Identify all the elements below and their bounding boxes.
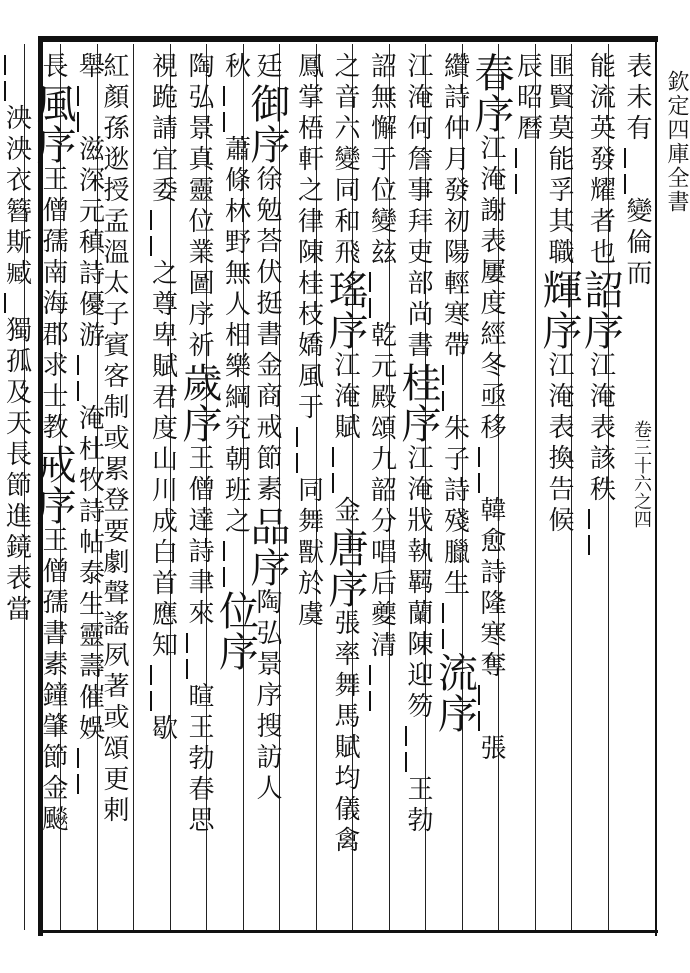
entry-text: 滋深元稹詩優游 bbox=[74, 135, 105, 352]
repeat-mark bbox=[320, 470, 346, 496]
repeat-mark bbox=[138, 662, 164, 688]
entry-heading: 戒序 bbox=[30, 444, 76, 526]
repeat-mark bbox=[0, 52, 18, 78]
entry-text: 江淹謝表屢度經冬亟移 bbox=[476, 134, 506, 444]
repeat-mark bbox=[174, 630, 200, 656]
entry-heading: 瑤序 bbox=[322, 269, 368, 351]
entry-heading: 詔序 bbox=[577, 269, 624, 351]
entry-text: 陶弘景真靈位業圖序祈 bbox=[184, 52, 214, 362]
entry-text: 張率舞馬賦均儀禽 bbox=[330, 609, 360, 857]
entry-text: 之音六變同和飛 bbox=[330, 52, 360, 269]
repeat-mark bbox=[0, 290, 18, 316]
text-column bbox=[393, 52, 441, 837]
entry-text: 紅顏孫逖授孟溫太子賓客制或累登要劇聲謠夙著或頌更剌 bbox=[99, 52, 129, 827]
repeat-mark bbox=[393, 749, 419, 775]
entry-text: 徐勉荅伏挺書金商戒節素 bbox=[252, 165, 282, 506]
repeat-mark bbox=[393, 723, 419, 749]
entry-heading: 風序 bbox=[30, 83, 76, 165]
entry-text: 綱究朝班之 bbox=[220, 383, 251, 538]
entry-text: 秋 bbox=[220, 52, 251, 83]
entry-heading: 品序 bbox=[244, 506, 290, 588]
repeat-mark bbox=[284, 450, 310, 476]
entry-text: 江淹戕執羁蘭陳迎笏 bbox=[403, 444, 433, 723]
entry-text: 王勃 bbox=[403, 775, 433, 837]
top-border bbox=[38, 36, 658, 42]
entry-text: 江淹何詹事拜吏部尚書 bbox=[403, 52, 433, 362]
repeat-mark bbox=[320, 444, 346, 470]
entry-text: 變倫而 bbox=[622, 197, 652, 290]
entry-text: 韓愈詩隆寒奪 bbox=[476, 496, 506, 682]
entry-text: 匪賢莫能孚其職 bbox=[544, 52, 574, 269]
book-title: 欽定四庫全書 bbox=[664, 70, 689, 214]
entry-heading: 春序 bbox=[468, 52, 514, 134]
entry-text: 暄王勃春思 bbox=[184, 682, 214, 837]
text-column bbox=[174, 52, 222, 837]
entry-text: 鳳掌梧軒之律 bbox=[293, 52, 324, 238]
entry-heading: 流序 bbox=[431, 652, 478, 734]
entry-text: 辰昭曆 bbox=[512, 52, 543, 145]
text-column bbox=[536, 52, 582, 537]
entry-text: 長 bbox=[38, 52, 68, 83]
repeat-mark bbox=[138, 688, 164, 714]
entry-text: 廷 bbox=[252, 52, 282, 83]
entry-text: 乾元殿頌九韶分唱后夔清 bbox=[366, 321, 397, 662]
volume-label: 卷三十六之四 bbox=[631, 420, 652, 528]
entry-text: 之尊卑 bbox=[147, 259, 178, 352]
text-column bbox=[138, 52, 176, 745]
entry-text: 視跪請宜委 bbox=[147, 52, 178, 207]
entry-text: 淹杜牧詩帖泰生靈壽催娛 bbox=[74, 404, 105, 745]
repeat-mark bbox=[284, 424, 310, 450]
entry-heading: 唐序 bbox=[322, 527, 368, 609]
entry-text: 同舞獸於虞 bbox=[293, 476, 324, 631]
repeat-mark bbox=[138, 233, 164, 259]
entry-text: 陶弘景序搜訪人 bbox=[252, 588, 282, 805]
entry-text: 王僧達詩聿來 bbox=[184, 444, 214, 630]
entry-text: 江淹表換告候 bbox=[544, 351, 574, 537]
text-column bbox=[101, 52, 127, 827]
column-rule bbox=[133, 44, 134, 930]
text-column bbox=[576, 52, 624, 558]
entry-text: 獨孤及天長節進鏡表當 bbox=[1, 316, 32, 626]
entry-text: 張 bbox=[476, 734, 506, 765]
entry-text: 蕭條林野無人相樂 bbox=[220, 135, 251, 383]
entry-text: 江淹表該秩 bbox=[585, 351, 616, 506]
bottom-border bbox=[38, 930, 658, 933]
repeat-mark bbox=[576, 506, 602, 532]
repeat-mark bbox=[174, 656, 200, 682]
repeat-mark bbox=[28, 836, 54, 862]
entry-text: 陳桂枝嬌風 bbox=[293, 238, 324, 393]
entry-text: 賦君度山川成白首應知 bbox=[147, 352, 178, 662]
entry-heading: 御序 bbox=[244, 83, 290, 165]
entry-heading: 歲序 bbox=[176, 362, 222, 444]
entry-text: 于 bbox=[293, 393, 324, 424]
entry-text: 表未有 bbox=[622, 52, 652, 145]
entry-text: 泱泱衣簪斯臧 bbox=[1, 104, 32, 290]
entry-heading: 桂序 bbox=[395, 362, 441, 444]
entry-text: 金 bbox=[330, 496, 360, 527]
entry-heading: 輝序 bbox=[536, 269, 582, 351]
entry-heading: 位序 bbox=[212, 590, 259, 672]
right-border bbox=[655, 36, 657, 936]
entry-text: 詔無懈于位變玆 bbox=[366, 52, 397, 269]
repeat-mark bbox=[138, 207, 164, 233]
entry-text: 王僧孺南海郡求士教 bbox=[38, 165, 68, 444]
entry-text: 能流英發耀者也 bbox=[585, 52, 616, 269]
repeat-mark bbox=[0, 78, 18, 104]
entry-text: 王僧孺書素鐘肇節金飈 bbox=[38, 526, 68, 836]
text-column bbox=[28, 52, 76, 862]
entry-text: 歇 bbox=[147, 714, 178, 745]
entry-text: 纘詩仲月發初陽輕寒帶 bbox=[439, 52, 470, 362]
text-column bbox=[320, 52, 368, 857]
entry-text: 江淹賦 bbox=[330, 351, 360, 444]
entry-text: 朱子詩殘臘生 bbox=[439, 414, 470, 600]
repeat-mark bbox=[576, 532, 602, 558]
text-column bbox=[0, 52, 30, 626]
entry-text: 舉 bbox=[74, 52, 105, 83]
